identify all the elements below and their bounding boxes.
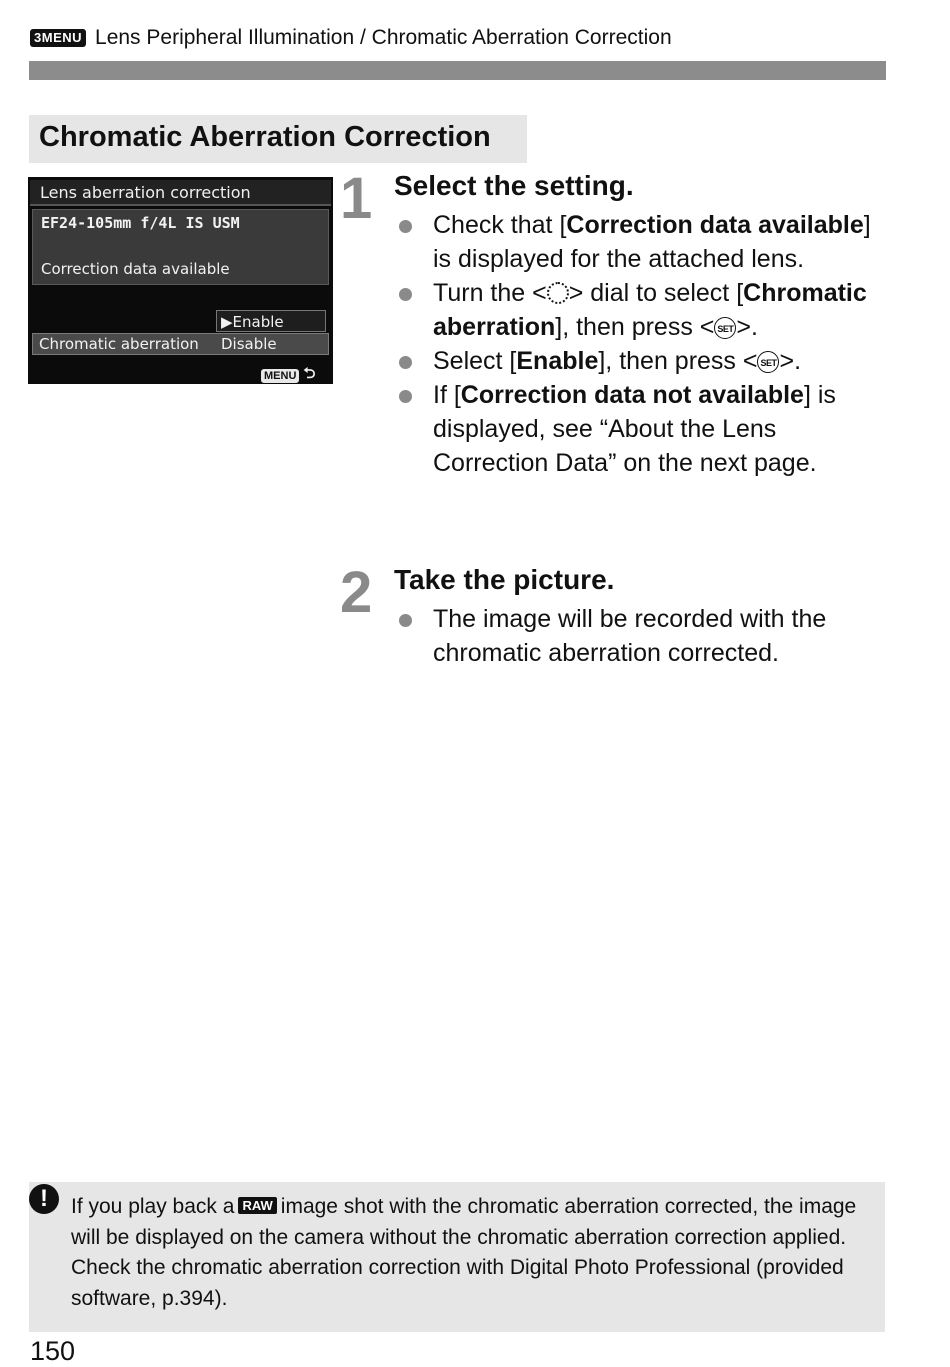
section-title: Chromatic Aberration Correction: [29, 115, 527, 163]
return-arrow-icon: ⮌: [303, 365, 316, 382]
caution-icon: !: [29, 1184, 59, 1214]
step-title: Take the picture.: [394, 564, 615, 595]
lcd-option-enable: ▶Enable: [216, 310, 326, 332]
header-divider: [29, 61, 886, 80]
lcd-option-disable: Disable: [221, 335, 277, 353]
menu-tab-icon: [30, 29, 86, 47]
bullet-icon: [399, 614, 412, 627]
list-item: Turn the < > dial to select [Chromatic aberration], then press < SET >.: [394, 276, 884, 344]
step-1-bullets: [394, 208, 884, 480]
step-number: 2: [340, 560, 373, 625]
note-text: If you play back a RAW image shot with the chromatic aberration corrected, the image will be displayed on the camera without the chromatic aberration correction applied. Check the chromatic aberration correction with Digital Photo Professional (provided software, p.394).: [71, 1195, 857, 1310]
set-button-icon: SET: [714, 317, 736, 339]
camera-lcd-screenshot: [28, 177, 333, 384]
bullet-icon: [399, 288, 412, 301]
bullet-icon: [399, 390, 412, 403]
bullet-icon: [399, 220, 412, 233]
lcd-title: Lens aberration correction: [30, 180, 331, 206]
list-item: If [Correction data not available] is displayed, see “About the Lens Correction Data” on the next page.: [394, 378, 884, 480]
page-number: 150: [30, 1336, 76, 1366]
lcd-menu-return: [261, 363, 315, 388]
lcd-option-row: [32, 310, 329, 332]
menu-tab-number: 3: [34, 30, 42, 45]
list-item: Check that [Correction data available] is displayed for the attached lens.: [394, 208, 884, 276]
step-title: Select the setting.: [394, 170, 634, 201]
header-title: Lens Peripheral Illumination / Chromatic Aberration Correction: [95, 26, 672, 49]
step-2-bullets: [394, 602, 884, 670]
menu-tag-label: MENU: [41, 30, 83, 45]
caution-note: [29, 1182, 885, 1332]
set-button-icon: SET: [757, 351, 779, 373]
lcd-chromatic-aberration-row: [32, 333, 329, 355]
lcd-info-panel: [32, 209, 329, 285]
raw-icon: RAW: [238, 1197, 276, 1214]
list-item: The image will be recorded with the chromatic aberration corrected.: [394, 602, 884, 670]
lcd-lens-name: EF24-105mm f/4L IS USM: [41, 214, 240, 232]
lcd-correction-status: Correction data available: [41, 260, 230, 278]
bullet-icon: [399, 356, 412, 369]
lcd-row-label: Chromatic aberration: [39, 335, 199, 353]
step-number: 1: [340, 166, 373, 231]
main-dial-icon: [547, 282, 569, 304]
list-item: Select [Enable], then press < SET >.: [394, 344, 884, 378]
page-header: [30, 26, 672, 50]
menu-button-icon: MENU: [261, 369, 299, 383]
